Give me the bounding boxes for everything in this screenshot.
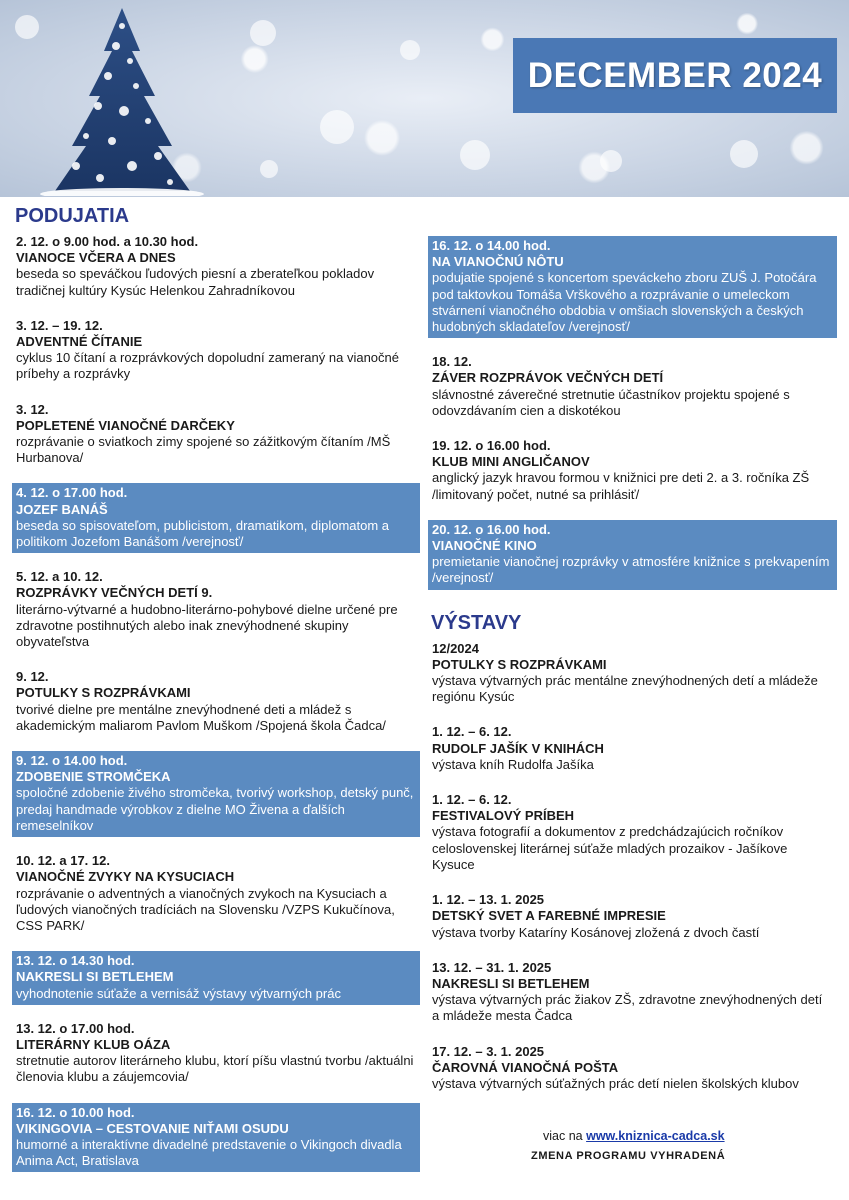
event-item-name: LITERÁRNY KLUB OÁZA [16, 1036, 171, 1052]
event-item-date: 2. 12. o 9.00 hod. a 10.30 hod. [16, 234, 199, 249]
event-item [428, 236, 837, 338]
exhibition-item-date: 1. 12. – 6. 12. [432, 792, 512, 808]
exhibition-item-date: 17. 12. – 3. 1. 2025 [432, 1043, 545, 1059]
exhibition-item-desc: výstava kníh Rudolfa Jašíka [432, 756, 594, 772]
snow-bokeh [320, 110, 354, 144]
exhibition-item-name: DETSKÝ SVET A FAREBNÉ IMPRESIE [432, 908, 666, 924]
exhibition-item-desc: výstava tvorby Kataríny Kosánovej zložená z dvoch častí [432, 924, 760, 940]
exhibition-item-date: 1. 12. – 6. 12. [432, 724, 512, 740]
page-title: DECEMBER 2024 [527, 55, 823, 95]
left-column [12, 205, 420, 1186]
event-item [12, 951, 420, 1005]
snow-bokeh [730, 140, 758, 168]
event-item-name: VIANOČNÉ ZVYKY NA KYSUCIACH [16, 869, 235, 885]
event-item-desc: rozprávanie o sviatkoch zimy spojené so zážitkovým čítaním /MŠ Hurbanova/ [16, 434, 391, 466]
exhibition-item [428, 958, 837, 1028]
exhibition-item-desc: výstava fotografií a dokumentov z predchádzajúcich ročníkov celoslovenskej literárnej súťaže mladých prozaikov - Jašíkove Kysuce [432, 824, 788, 872]
event-item [12, 1019, 420, 1089]
event-item [12, 400, 420, 470]
section-title-podujatia: PODUJATIA [15, 205, 130, 227]
event-item-date: 3. 12. – 19. 12. [16, 317, 103, 333]
exhibition-item-desc: výstava výtvarných prác mentálne znevýhodnených detí a mládeže regiónu Kysúc [432, 673, 818, 705]
event-item-name: KLUB MINI ANGLIČANOV [432, 454, 590, 470]
event-item-name: NA VIANOČNÚ NÔTU [432, 254, 564, 270]
snow-bokeh [400, 40, 420, 60]
snow-bokeh [460, 140, 490, 170]
event-item [12, 483, 420, 553]
exhibition-item-date: 13. 12. – 31. 1. 2025 [432, 959, 552, 975]
exhibition-item [428, 890, 837, 944]
event-item-desc: tvorivé dielne pre mentálne znevýhodnené deti a mládež s akademickým maliarom Pavlom Muškom /Spojená škola Čadca/ [16, 701, 386, 733]
exhibition-item-date: 1. 12. – 13. 1. 2025 [432, 892, 545, 908]
exhibition-item-desc: výstava výtvarných prác žiakov ZŠ, zdravotne znevýhodnených detí a mládeže mesta Čadca [432, 992, 823, 1024]
exhibition-item-name: FESTIVALOVÝ PRÍBEH [432, 808, 575, 824]
event-item-date: 16. 12. o 14.00 hod. [432, 238, 551, 253]
exhibition-item [428, 722, 837, 776]
header-banner [0, 0, 849, 197]
event-list [12, 232, 420, 1172]
snow-bokeh [260, 160, 278, 178]
event-item-date: 20. 12. o 16.00 hod. [432, 521, 551, 537]
event-list [428, 236, 837, 590]
event-item-desc: stretnutie autorov literárneho klubu, ktorí píšu vlastnú tvorbu /aktuálni členovia klubu a záujemcovia/ [16, 1053, 414, 1085]
event-item-desc: slávnostné záverečné stretnutie účastníkov projektu spojené s odovzdávaním cien a diskotékou [432, 386, 790, 418]
event-item-name: VIKINGOVIA – CESTOVANIE NIŤAMI OSUDU [16, 1120, 289, 1136]
event-item [428, 352, 837, 422]
section-title-vystavy: VÝSTAVY [431, 611, 522, 634]
website-link[interactable]: www.kniznica-cadca.sk [586, 1129, 725, 1143]
event-item-desc: vyhodnotenie súťaže a vernisáž výstavy výtvarných prác [16, 985, 341, 1001]
exhibition-item-desc: výstava výtvarných súťažných prác detí nielen školských klubov [432, 1075, 799, 1091]
event-item-date: 4. 12. o 17.00 hod. [16, 485, 128, 501]
snow-bokeh [250, 20, 276, 46]
event-item-desc: podujatie spojené s koncertom speváckeho zboru ZUŠ J. Potočára pod taktovkou Tomáša Vrškového a rozprávanie o umeleckom stvárnení vianočného obdobia v omšiach slovenských a českých hudobných skladateľov /verejnosť/ [432, 270, 817, 335]
event-item-date: 5. 12. a 10. 12. [16, 569, 103, 585]
event-item [12, 851, 420, 937]
event-item-date: 9. 12. o 14.00 hod. [16, 753, 128, 769]
event-item-name: ZDOBENIE STROMČEKA [16, 769, 171, 785]
event-item [12, 232, 420, 302]
snow-bokeh [15, 15, 39, 39]
event-item-desc: beseda so speváčkou ľudových piesní a zberateľkou pokladov tradičnej kultúry Kysúc Helenkou Zahradníkovou [16, 266, 375, 298]
exhibition-item [428, 1042, 837, 1096]
event-item-desc: rozprávanie o adventných a vianočných zvykoch na Kysuciach a ľudových vianočných tradíciách na Slovensku /VZPS Kukučínova, CSS PARK/ [16, 885, 395, 933]
event-item-desc: premietanie vianočnej rozprávky v atmosfére knižnice s prekvapením /verejnosť/ [432, 554, 830, 586]
event-item-desc: beseda so spisovateľom, publicistom, dramatikom, diplomatom a politikom Jozefom Banášom /verejnosť/ [16, 517, 390, 550]
event-item-date: 13. 12. o 14.30 hod. [16, 953, 135, 969]
event-item-desc: literárno-výtvarné a hudobno-literárno-pohybové dielne určené pre zdravotne postihnutých alebo inak znevýhodnené skupiny obyvateľstva [16, 601, 398, 650]
event-item [428, 520, 837, 590]
exhibition-item-name: POTULKY S ROZPRÁVKAMI [432, 656, 607, 672]
event-item-date: 9. 12. [16, 669, 49, 685]
event-item-name: VIANOČNÉ KINO [432, 538, 537, 554]
event-item-desc: cyklus 10 čítaní a rozprávkových dopoludní zameraný na vianočné príbehy a rozprávky [16, 350, 399, 382]
exhibition-item-date: 12/2024 [432, 640, 479, 656]
footer-note: ZMENA PROGRAMU VYHRADENÁ [531, 1150, 726, 1162]
event-item-desc: spoločné zdobenie živého stromčeka, tvorivý workshop, detský punč, predaj handmade výrobkov z dielne MO Živena a ďalších remeselníkov [16, 785, 414, 833]
event-item-desc: humorné a interaktívne divadelné predstavenie o Vikingoch divadla Anima Act, Bratislava [16, 1136, 402, 1169]
event-item-name: VIANOCE VČERA A DNES [16, 250, 176, 266]
event-item-desc: anglický jazyk hravou formou v knižnici pre deti 2. a 3. ročníka ZŠ /limitovaný počet, nutné sa prihlásiť/ [432, 470, 810, 502]
event-item-date: 13. 12. o 17.00 hod. [16, 1020, 135, 1036]
event-item-date: 3. 12. [16, 401, 49, 417]
event-item-name: POPLETENÉ VIANOČNÉ DARČEKY [16, 417, 235, 433]
christmas-tree-icon [40, 6, 205, 196]
right-column [428, 236, 837, 1109]
event-item-name: POTULKY S ROZPRÁVKAMI [16, 685, 191, 701]
event-item-date: 18. 12. [432, 354, 472, 370]
event-item [12, 316, 420, 386]
event-item-name: ZÁVER ROZPRÁVOK VEČNÝCH DETÍ [432, 370, 664, 386]
exhibition-item-name: RUDOLF JAŠÍK V KNIHÁCH [432, 740, 604, 756]
event-item-name: ADVENTNÉ ČÍTANIE [16, 334, 143, 350]
event-item-date: 10. 12. a 17. 12. [16, 853, 110, 869]
footer-link-line [543, 1129, 725, 1143]
event-item [12, 751, 420, 837]
event-item [12, 567, 420, 653]
exhibition-item-name: ČAROVNÁ VIANOČNÁ POŠTA [432, 1059, 619, 1075]
event-item-name: JOZEF BANÁŠ [16, 501, 108, 517]
title-box [513, 38, 837, 113]
footer-prefix: viac na [543, 1129, 587, 1143]
exhibition-item [428, 790, 837, 876]
exhibition-item-name: NAKRESLI SI BETLEHEM [432, 975, 590, 991]
snow-bokeh [600, 150, 622, 172]
event-item-name: ROZPRÁVKY VEČNÝCH DETÍ 9. [16, 585, 213, 601]
event-item [428, 436, 837, 506]
event-item [12, 667, 420, 737]
event-item-date: 16. 12. o 10.00 hod. [16, 1104, 135, 1120]
exhibition-item [428, 639, 837, 709]
event-item [12, 1103, 420, 1173]
event-item-date: 19. 12. o 16.00 hod. [432, 438, 551, 454]
exhibition-list [428, 639, 837, 1095]
event-item-name: NAKRESLI SI BETLEHEM [16, 969, 174, 985]
